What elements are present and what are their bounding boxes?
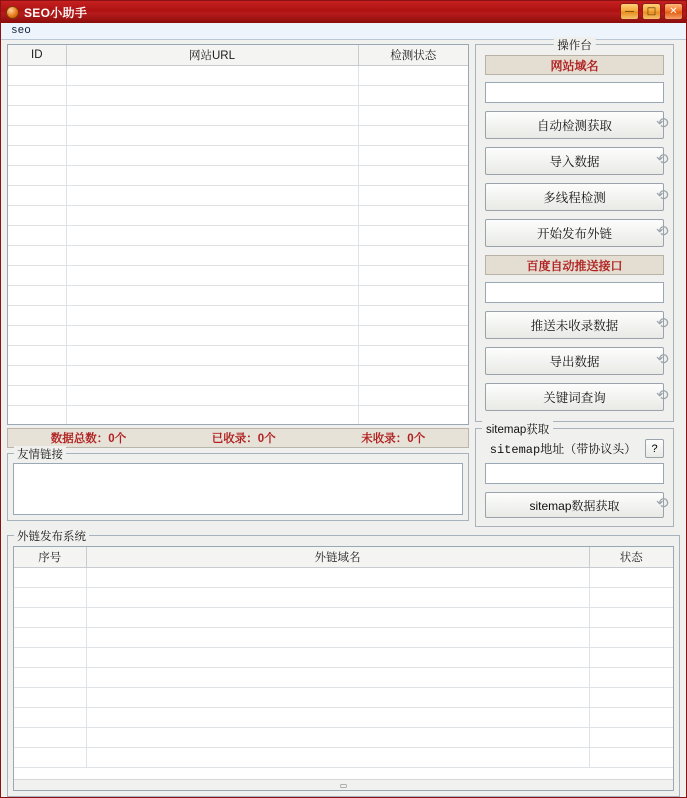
cell: [14, 727, 86, 747]
right-column: [475, 40, 674, 527]
outlink-col-status[interactable]: 状态: [589, 547, 673, 567]
window-title: SEO小助手: [24, 5, 88, 20]
cell: [8, 85, 66, 105]
cell: [358, 225, 468, 245]
cell: [358, 385, 468, 405]
table-row[interactable]: [8, 325, 468, 345]
table-row[interactable]: [8, 185, 468, 205]
table-row[interactable]: [14, 687, 673, 707]
cell: [8, 265, 66, 285]
cell: [86, 687, 589, 707]
table-row[interactable]: [8, 265, 468, 285]
cell: [589, 667, 673, 687]
import-data-label: 导入数据: [549, 155, 600, 169]
curl-corner-icon: ⟲: [656, 186, 669, 204]
left-column: [7, 44, 469, 527]
cell: [8, 125, 66, 145]
cell: [66, 225, 358, 245]
push-unindexed-label: 推送未收录数据: [530, 319, 619, 333]
cell: [66, 345, 358, 365]
menu-item-seo[interactable]: seo: [11, 25, 31, 37]
table-row[interactable]: [8, 385, 468, 405]
cell: [358, 325, 468, 345]
cell: [358, 105, 468, 125]
cell: [66, 285, 358, 305]
site-table: [8, 45, 468, 425]
table-row[interactable]: [14, 727, 673, 747]
close-button[interactable]: ✕: [664, 3, 683, 20]
sitemap-panel-label: sitemap获取: [482, 421, 553, 437]
curl-corner-icon: ⟲: [656, 494, 669, 512]
keyword-query-button[interactable]: [485, 383, 669, 411]
outlink-group: [7, 531, 680, 797]
start-publish-label: 开始发布外链: [536, 227, 612, 241]
outlink-table-body: [14, 567, 673, 767]
cell: [589, 567, 673, 587]
multithread-detect-button[interactable]: [485, 183, 669, 211]
upper-section: [7, 40, 680, 527]
site-table-col-id[interactable]: ID: [8, 45, 66, 65]
friendly-links-label: 友情链接: [14, 446, 66, 462]
cell: [66, 105, 358, 125]
sitemap-fetch-label: sitemap数据获取: [529, 498, 620, 513]
console-panel: [475, 40, 674, 422]
cell: [358, 85, 468, 105]
cell: [358, 285, 468, 305]
cell: [358, 245, 468, 265]
cell: [8, 305, 66, 325]
cell: [86, 667, 589, 687]
cell: [66, 185, 358, 205]
curl-corner-icon: ⟲: [656, 222, 669, 240]
cell: [358, 405, 468, 425]
table-row[interactable]: [14, 587, 673, 607]
cell: [86, 567, 589, 587]
curl-corner-icon: ⟲: [656, 386, 669, 404]
table-row[interactable]: [8, 225, 468, 245]
table-row[interactable]: [8, 125, 468, 145]
cell: [358, 345, 468, 365]
export-data-label: 导出数据: [549, 355, 600, 369]
table-row[interactable]: [14, 747, 673, 767]
table-row[interactable]: [8, 105, 468, 125]
cell: [358, 205, 468, 225]
outlink-col-index[interactable]: 序号: [14, 547, 86, 567]
cell: [358, 365, 468, 385]
outlink-table: [14, 547, 673, 768]
cell: [66, 405, 358, 425]
maximize-button[interactable]: □: [642, 3, 661, 20]
cell: [589, 587, 673, 607]
cell: [8, 165, 66, 185]
cell: [14, 627, 86, 647]
stats-bar: [7, 428, 469, 448]
window-body: [1, 40, 686, 797]
cell: [86, 587, 589, 607]
cell: [66, 125, 358, 145]
table-row[interactable]: [14, 627, 673, 647]
table-row[interactable]: [8, 205, 468, 225]
cell: [358, 305, 468, 325]
cell: [14, 667, 86, 687]
cell: [14, 607, 86, 627]
cell: [14, 647, 86, 667]
export-data-button[interactable]: [485, 347, 669, 375]
outlink-table-container[interactable]: [13, 546, 674, 791]
cell: [358, 65, 468, 85]
cell: [8, 325, 66, 345]
cell: [14, 687, 86, 707]
scroll-handle-icon: ▭: [339, 780, 348, 790]
domain-header: 网站域名: [485, 55, 664, 75]
cell: [66, 245, 358, 265]
stat-indexed: 已收录：0个: [211, 433, 276, 445]
cell: [8, 365, 66, 385]
start-publish-button[interactable]: [485, 219, 669, 247]
auto-detect-button[interactable]: [485, 111, 669, 139]
cell: [86, 707, 589, 727]
cell: [8, 385, 66, 405]
import-data-button[interactable]: [485, 147, 669, 175]
cell: [358, 185, 468, 205]
console-panel-label: 操作台: [553, 37, 596, 53]
cell: [66, 165, 358, 185]
cell: [66, 205, 358, 225]
table-row[interactable]: [14, 567, 673, 587]
cell: [8, 405, 66, 425]
table-row[interactable]: [14, 647, 673, 667]
cell: [8, 345, 66, 365]
curl-corner-icon: ⟲: [656, 114, 669, 132]
cell: [8, 185, 66, 205]
table-row[interactable]: [14, 667, 673, 687]
cell: [8, 145, 66, 165]
cell: [14, 707, 86, 727]
stat-not-indexed: 未收录：0个: [361, 433, 426, 445]
push-unindexed-button[interactable]: [485, 311, 669, 339]
cell: [8, 285, 66, 305]
outlink-group-label: 外链发布系统: [14, 528, 89, 544]
cell: [14, 567, 86, 587]
sitemap-panel: [475, 424, 674, 527]
cell: [8, 65, 66, 85]
table-row[interactable]: [8, 245, 468, 265]
table-row[interactable]: [8, 85, 468, 105]
cell: [66, 145, 358, 165]
cell: [358, 125, 468, 145]
cell: [589, 727, 673, 747]
push-header: 百度自动推送接口: [485, 255, 664, 275]
table-row[interactable]: [14, 707, 673, 727]
site-table-body: [8, 65, 468, 425]
minimize-button[interactable]: —: [620, 3, 639, 20]
table-row[interactable]: [8, 345, 468, 365]
site-table-col-status[interactable]: 检测状态: [358, 45, 468, 65]
table-row[interactable]: [8, 305, 468, 325]
cell: [8, 225, 66, 245]
title-bar: [1, 1, 686, 23]
outlink-table-header-row: [14, 547, 673, 567]
multithread-detect-label: 多线程检测: [543, 191, 606, 205]
table-row[interactable]: [14, 607, 673, 627]
table-row[interactable]: [8, 165, 468, 185]
cell: [66, 265, 358, 285]
push-input[interactable]: [485, 282, 664, 303]
cell: [66, 65, 358, 85]
cell: [66, 365, 358, 385]
window-controls: [620, 3, 683, 20]
site-table-header-row: [8, 45, 468, 65]
outlink-col-domain[interactable]: 外链域名: [86, 547, 589, 567]
sitemap-address-row: [485, 439, 664, 458]
site-table-col-url[interactable]: 网站URL: [66, 45, 358, 65]
cell: [86, 647, 589, 667]
cell: [86, 747, 589, 767]
cell: [14, 587, 86, 607]
table-row[interactable]: [8, 365, 468, 385]
auto-detect-label: 自动检测获取: [536, 119, 612, 133]
cell: [14, 747, 86, 767]
cell: [358, 265, 468, 285]
cell: [8, 205, 66, 225]
cell: [589, 607, 673, 627]
cell: [8, 245, 66, 265]
sitemap-address-input[interactable]: [485, 463, 664, 484]
cell: [86, 607, 589, 627]
friendly-links-box[interactable]: [13, 463, 463, 515]
cell: [66, 305, 358, 325]
site-table-container[interactable]: [7, 44, 469, 425]
friendly-links-group: [7, 449, 469, 521]
cell: [589, 747, 673, 767]
cell: [66, 325, 358, 345]
table-row[interactable]: [8, 145, 468, 165]
help-icon[interactable]: ?: [645, 439, 664, 458]
table-row[interactable]: [8, 285, 468, 305]
app-globe-icon: [6, 6, 19, 19]
curl-corner-icon: ⟲: [656, 150, 669, 168]
cell: [66, 85, 358, 105]
curl-corner-icon: ⟲: [656, 314, 669, 332]
cell: [66, 385, 358, 405]
curl-corner-icon: ⟲: [656, 350, 669, 368]
cell: [589, 707, 673, 727]
cell: [589, 687, 673, 707]
stat-total: 数据总数：0个: [50, 433, 127, 445]
horizontal-scrollbar[interactable]: [14, 779, 673, 790]
sitemap-fetch-button[interactable]: [485, 492, 669, 518]
cell: [86, 627, 589, 647]
cell: [358, 145, 468, 165]
cell: [589, 647, 673, 667]
sitemap-address-label: sitemap地址（带协议头）: [489, 443, 637, 457]
cell: [358, 165, 468, 185]
cell: [589, 627, 673, 647]
table-row[interactable]: [8, 405, 468, 425]
keyword-query-label: 关键词查询: [543, 391, 606, 405]
domain-input[interactable]: [485, 82, 664, 103]
table-row[interactable]: [8, 65, 468, 85]
cell: [86, 727, 589, 747]
cell: [8, 105, 66, 125]
